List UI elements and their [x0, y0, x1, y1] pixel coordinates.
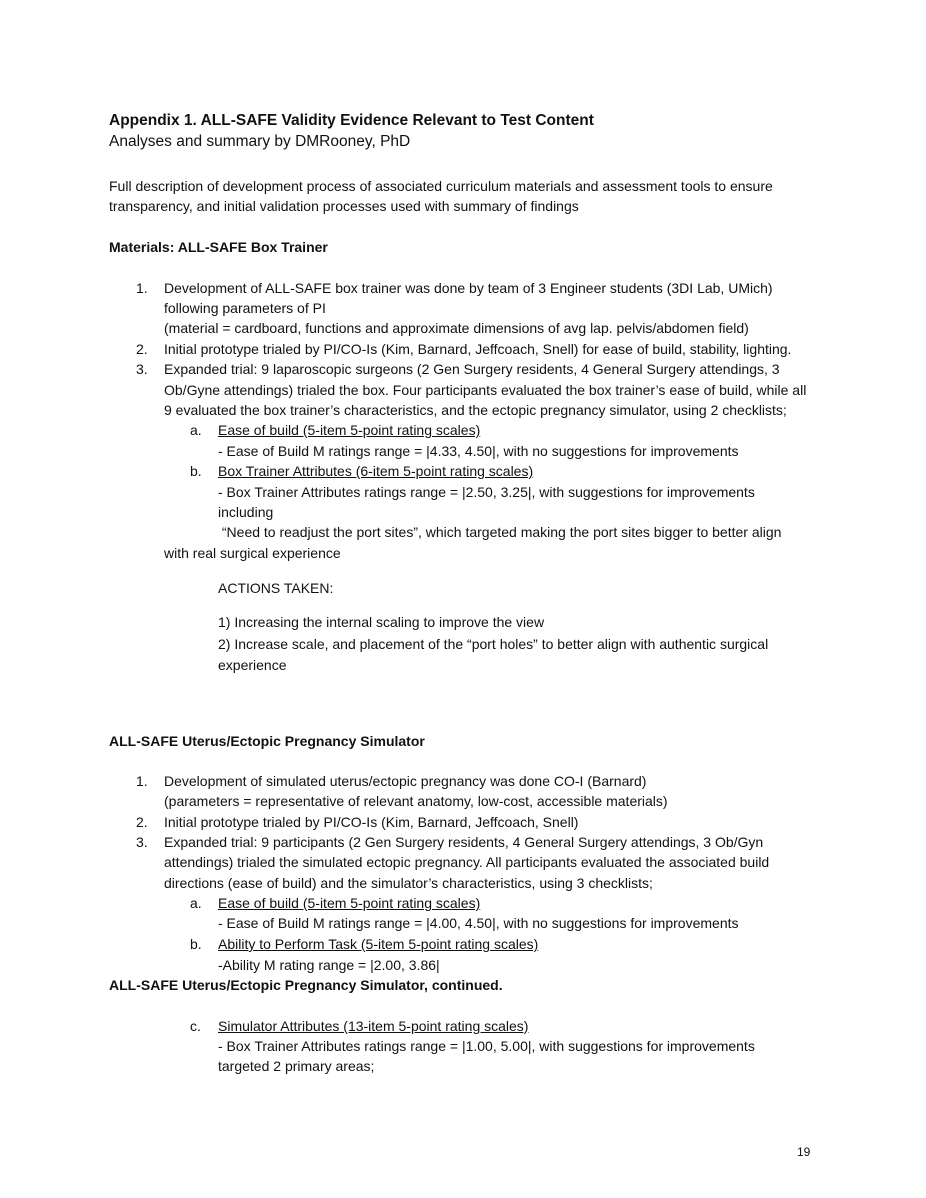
sublist-title: Ability to Perform Task (5-item 5-point rating scales)	[218, 936, 539, 952]
list-number: 2.	[136, 341, 148, 357]
list-number: 1.	[136, 280, 148, 296]
sublist-letter: a.	[190, 422, 202, 438]
sublist-text: including	[218, 504, 274, 520]
action-item: 1) Increasing the internal scaling to improve the view	[218, 614, 545, 630]
list-number: 2.	[136, 814, 148, 830]
sublist-text: with real surgical experience	[164, 545, 341, 561]
sublist-title: Ease of build (5-item 5-point rating scales)	[218, 895, 481, 911]
list-item-text: (parameters = representative of relevant anatomy, low-cost, accessible materials)	[164, 793, 668, 809]
action-item: 2) Increase scale, and placement of the “port holes” to better align with authentic surgical	[218, 636, 769, 652]
section-heading-continued: ALL-SAFE Uterus/Ectopic Pregnancy Simulator, continued.	[109, 977, 503, 993]
list-item-text: Ob/Gyne attendings) trialed the box. Four participants evaluated the box trainer’s ease of build, while all	[164, 382, 807, 398]
page-number: 19	[797, 1145, 811, 1159]
sublist-title: Simulator Attributes (13-item 5-point rating scales)	[218, 1018, 529, 1034]
section-heading-uterus: ALL-SAFE Uterus/Ectopic Pregnancy Simulator	[109, 733, 425, 749]
sublist-letter: b.	[190, 463, 202, 479]
sublist-title: Ease of build (5-item 5-point rating scales)	[218, 422, 481, 438]
intro-line-2: transparency, and initial validation processes used with summary of findings	[109, 198, 579, 214]
list-item-text: (material = cardboard, functions and approximate dimensions of avg lap. pelvis/abdomen field)	[164, 320, 749, 336]
sublist-text: - Box Trainer Attributes ratings range = |1.00, 5.00|, with suggestions for improvements	[218, 1038, 755, 1054]
list-number: 3.	[136, 834, 148, 850]
list-item-text: Development of simulated uterus/ectopic pregnancy was done CO-I (Barnard)	[164, 773, 647, 789]
sublist-letter: a.	[190, 895, 202, 911]
actions-title: ACTIONS TAKEN:	[218, 580, 334, 596]
sublist-text: - Box Trainer Attributes ratings range = |2.50, 3.25|, with suggestions for improvements	[218, 484, 755, 500]
list-number: 1.	[136, 773, 148, 789]
list-item-text: following parameters of PI	[164, 300, 326, 316]
sublist-letter: c.	[190, 1018, 201, 1034]
sublist-letter: b.	[190, 936, 202, 952]
byline: Analyses and summary by DMRooney, PhD	[109, 133, 411, 150]
list-item-text: Expanded trial: 9 laparoscopic surgeons (2 Gen Surgery residents, 4 General Surgery attendings, 3	[164, 361, 780, 377]
list-number: 3.	[136, 361, 148, 377]
sublist-text: targeted 2 primary areas;	[218, 1058, 375, 1074]
list-item-text: 9 evaluated the box trainer’s characteristics, and the ectopic pregnancy simulator, using 2 checklists;	[164, 402, 787, 418]
list-item-text: Development of ALL-SAFE box trainer was done by team of 3 Engineer students (3DI Lab, UMich)	[164, 280, 773, 296]
list-item-text: directions (ease of build) and the simulator’s characteristics, using 3 checklists;	[164, 875, 653, 891]
sublist-text: - Ease of Build M ratings range = |4.33, 4.50|, with no suggestions for improvements	[218, 443, 739, 459]
sublist-title: Box Trainer Attributes (6-item 5-point rating scales)	[218, 463, 534, 479]
sublist-text: “Need to readjust the port sites”, which targeted making the port sites bigger to better align	[218, 524, 782, 540]
page-title: Appendix 1. ALL-SAFE Validity Evidence Relevant to Test Content	[109, 112, 594, 129]
list-item-text: attendings) trialed the simulated ectopic pregnancy. All participants evaluated the associated build	[164, 854, 770, 870]
list-item-text: Expanded trial: 9 participants (2 Gen Surgery residents, 4 General Surgery attendings, 3 Ob/Gyn	[164, 834, 764, 850]
intro-line-1: Full description of development process of associated curriculum materials and assessment tools to ensure	[109, 178, 773, 194]
list-item-text: Initial prototype trialed by PI/CO-Is (Kim, Barnard, Jeffcoach, Snell)	[164, 814, 579, 830]
section-heading-box-trainer: Materials: ALL-SAFE Box Trainer	[109, 239, 328, 255]
action-item: experience	[218, 657, 287, 673]
sublist-text: -Ability M rating range = |2.00, 3.86|	[218, 957, 440, 973]
sublist-text: - Ease of Build M ratings range = |4.00, 4.50|, with no suggestions for improvements	[218, 915, 739, 931]
list-item-text: Initial prototype trialed by PI/CO-Is (Kim, Barnard, Jeffcoach, Snell) for ease of build, stability, lighting.	[164, 341, 792, 357]
